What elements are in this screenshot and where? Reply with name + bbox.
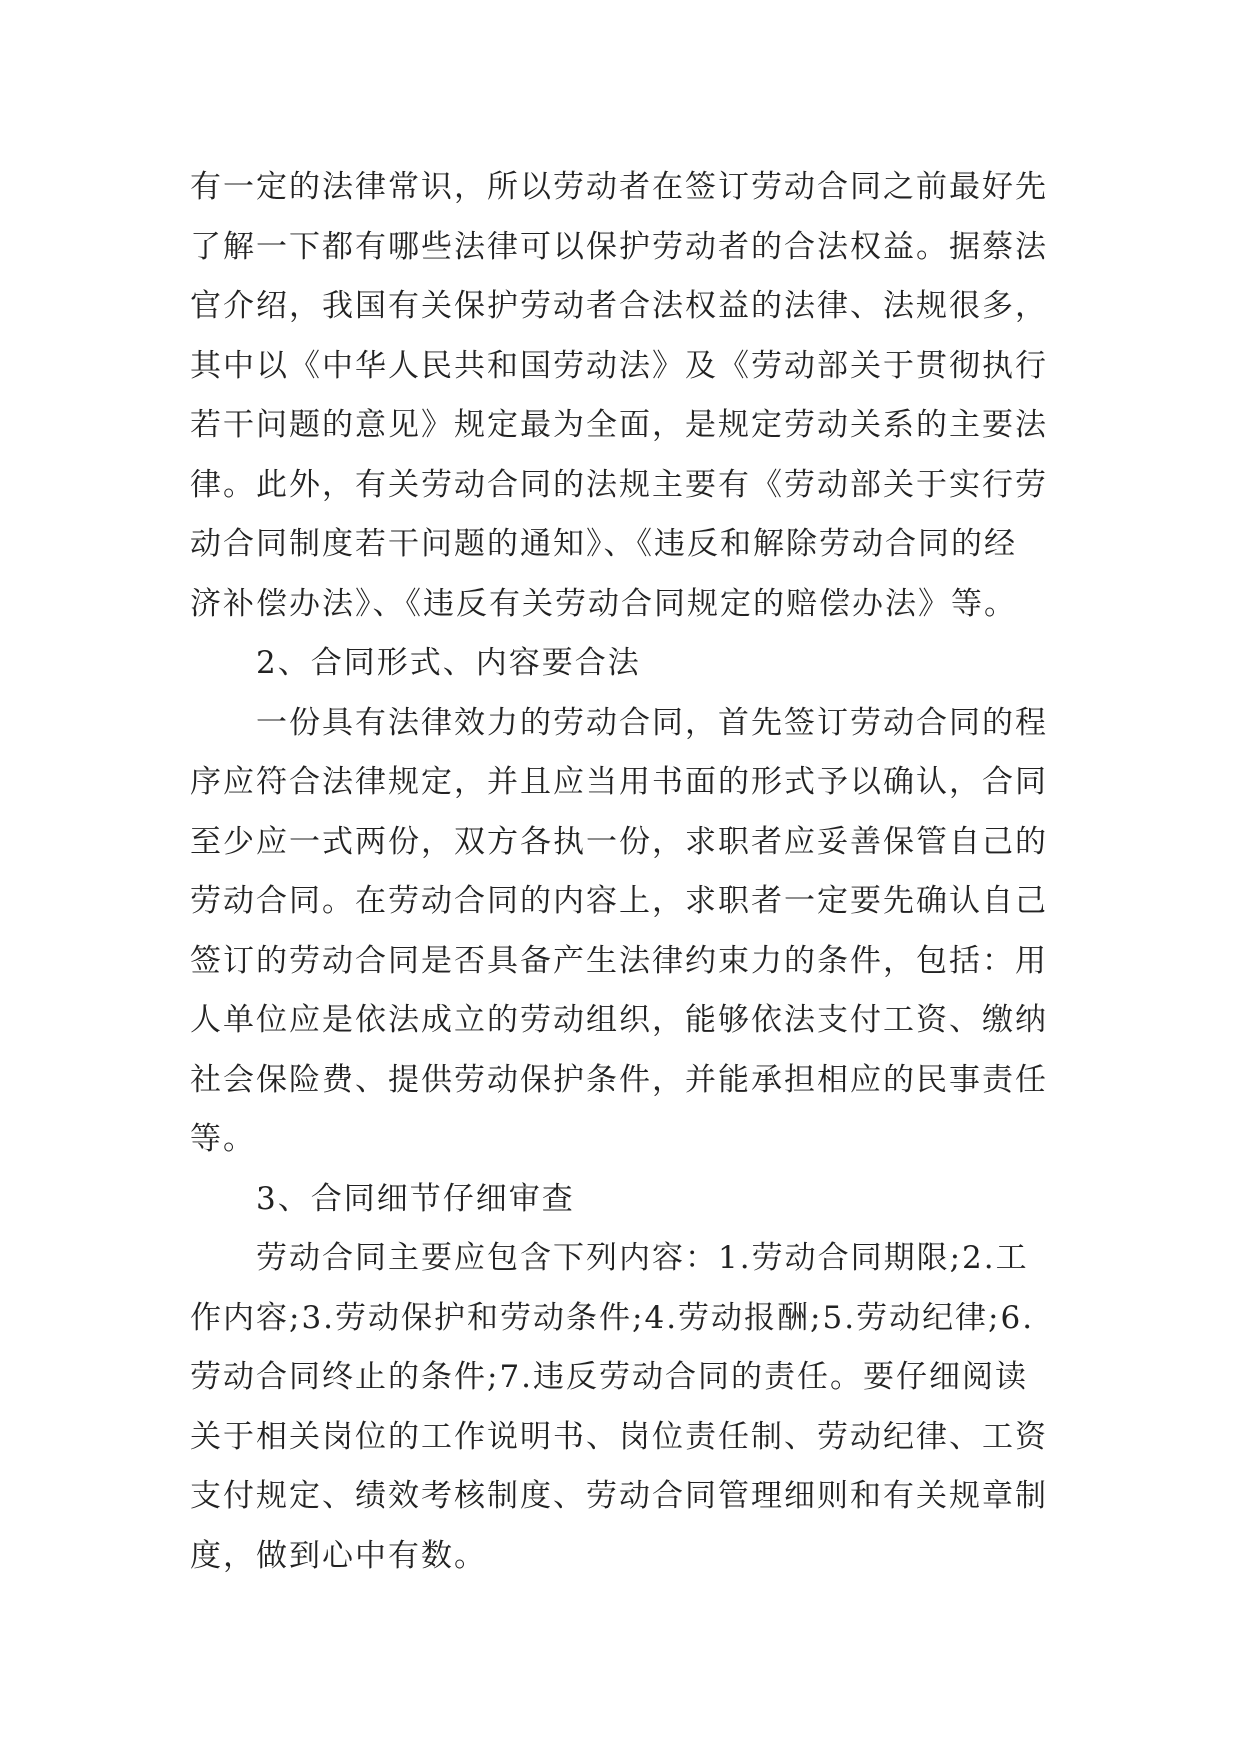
text-line: 其中以《中华人民共和国劳动法》及《劳动部关于贯彻执行: [190, 347, 1048, 384]
text-line: 劳动合同终止的条件;7.违反劳动合同的责任。要仔细阅读: [190, 1359, 1029, 1395]
section-heading-2: [190, 634, 1070, 694]
text-line: 官介绍，我国有关保护劳动者合法权益的法律、法规很多，: [190, 288, 1048, 324]
paragraph-legal-knowledge: [190, 158, 1070, 634]
text-line: 支付规定、绩效考核制度、劳动合同管理细则和有关规章制: [190, 1478, 1048, 1514]
section-heading-3: [190, 1170, 1070, 1230]
text-line: 2、合同形式、内容要合法: [256, 645, 641, 681]
text-line: 了解一下都有哪些法律可以保护劳动者的合法权益。据蔡法: [190, 228, 1048, 265]
text-line: 律。此外，有关劳动合同的法规主要有《劳动部关于实行劳: [190, 466, 1048, 503]
text-line: 有一定的法律常识，所以劳动者在签订劳动合同之前最好先: [190, 169, 1048, 205]
text-line: 序应符合法律规定，并且应当用书面的形式予以确认，合同: [190, 764, 1048, 800]
text-line: 3、合同细节仔细审查: [256, 1180, 575, 1217]
text-line: 等。: [190, 1121, 256, 1157]
paragraph-contract-form: [190, 694, 1070, 1170]
text-line: 劳动合同。在劳动合同的内容上，求职者一定要先确认自己: [190, 883, 1048, 919]
text-line: 动合同制度若干问题的通知》、《违反和解除劳动合同的经: [190, 526, 1017, 562]
text-line: 关于相关岗位的工作说明书、岗位责任制、劳动纪律、工资: [190, 1418, 1048, 1455]
text-line: 签订的劳动合同是否具备产生法律约束力的条件，包括：用: [190, 942, 1048, 979]
document-body: [190, 158, 1070, 1586]
paragraph-contract-details: [190, 1229, 1070, 1586]
text-line: 劳动合同主要应包含下列内容：1.劳动合同期限;2.工: [256, 1240, 1029, 1276]
text-line: 社会保险费、提供劳动保护条件，并能承担相应的民事责任: [190, 1061, 1048, 1098]
text-line: 度，做到心中有数。: [190, 1537, 487, 1574]
text-line: 人单位应是依法成立的劳动组织，能够依法支付工资、缴纳: [190, 1002, 1048, 1038]
text-line: 济补偿办法》、《违反有关劳动合同规定的赔偿办法》等。: [190, 585, 1017, 622]
text-line: 一份具有法律效力的劳动合同，首先签订劳动合同的程: [256, 704, 1048, 741]
text-line: 至少应一式两份，双方各执一份，求职者应妥善保管自己的: [190, 823, 1048, 860]
text-line: 若干问题的意见》规定最为全面，是规定劳动关系的主要法: [190, 407, 1048, 443]
text-line: 作内容;3.劳动保护和劳动条件;4.劳动报酬;5.劳动纪律;6.: [190, 1299, 1035, 1336]
